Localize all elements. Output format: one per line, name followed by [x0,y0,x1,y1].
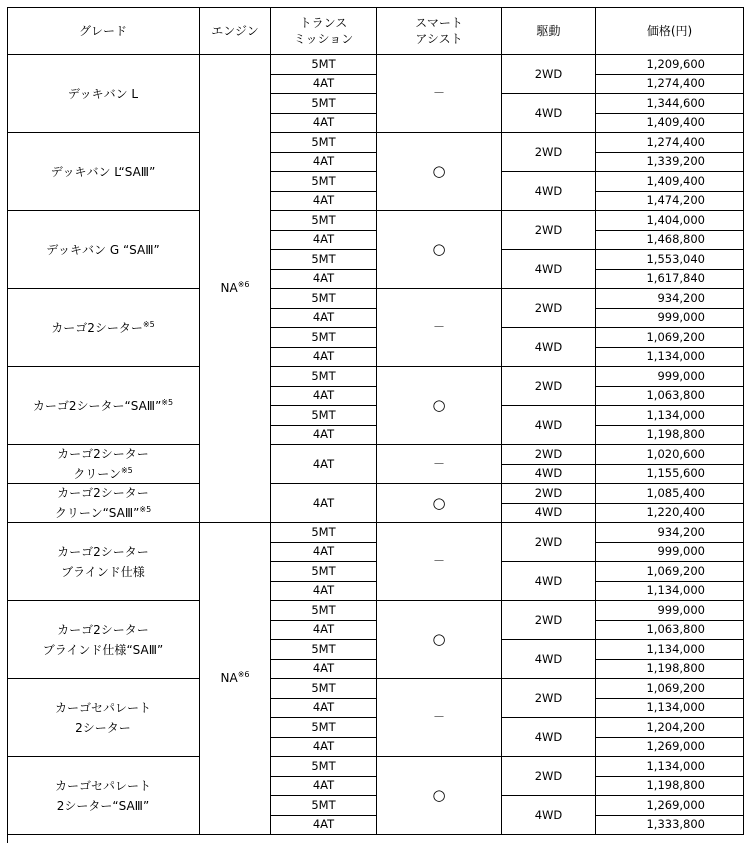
footnote-mark: ※5 [120,466,133,475]
price-cell [596,289,744,309]
transmission-cell [271,718,377,738]
transmission-cell [271,348,377,368]
drive-cell [502,250,596,289]
transmission-value: 4AT [312,583,335,598]
transmission-value: 4AT [312,349,335,364]
price-cell [596,426,744,446]
smart-assist-value: － [432,710,445,724]
price-table [7,7,744,843]
header-transmission-line: ミッション [293,31,354,46]
drive-value: 4WD [534,105,563,120]
price-value: 1,198,800 [646,778,705,793]
price-value: 1,404,000 [646,212,705,227]
transmission-cell [271,406,377,426]
drive-cell [502,406,596,445]
grade-cell [7,601,200,679]
price-cell [596,738,744,758]
transmission-cell [271,484,377,523]
header-smart-assist-line: スマート [415,15,463,30]
price-cell [596,445,744,465]
price-value: 1,085,400 [646,485,705,500]
price-cell [596,75,744,95]
drive-value: 2WD [534,222,563,237]
transmission-value: 4AT [312,427,335,442]
price-cell [596,114,744,134]
drive-cell [502,133,596,172]
transmission-value: 4AT [312,76,335,91]
price-value: 999,000 [657,310,705,325]
header-engine-text: エンジン [211,23,259,38]
transmission-value: 5MT [311,602,336,617]
transmission-value: 4AT [312,778,335,793]
transmission-value: 5MT [311,407,336,422]
price-cell [596,523,744,543]
drive-cell [502,562,596,601]
transmission-cell [271,640,377,660]
price-value: 1,063,800 [646,388,705,403]
price-cell [596,55,744,75]
price-value: 1,553,040 [646,251,705,266]
transmission-cell [271,114,377,134]
grade-cell [7,133,200,211]
price-cell [596,621,744,641]
grade-name: デッキバン L [67,86,139,101]
grade-cell [7,55,200,133]
drive-value: 2WD [534,66,563,81]
transmission-value: 5MT [311,134,336,149]
smart-assist-value: ○ [432,162,446,180]
price-cell [596,270,744,290]
engine-cell [200,55,271,523]
transmission-value: 5MT [311,251,336,266]
footnote-mark: ※5 [139,505,152,514]
smart-assist-cell [377,601,502,679]
footnote-mark: ※6 [237,670,250,679]
drive-value: 2WD [534,485,563,500]
grade-cell [7,367,200,445]
transmission-cell [271,172,377,192]
footnote-mark: ※5 [161,397,174,407]
header-transmission [271,7,377,55]
transmission-cell [271,270,377,290]
price-cell [596,250,744,270]
price-cell [596,387,744,407]
transmission-value: 4AT [312,193,335,208]
drive-cell [502,289,596,328]
price-cell [596,328,744,348]
price-cell [596,640,744,660]
transmission-cell [271,250,377,270]
price-cell [596,718,744,738]
price-cell [596,348,744,368]
grade-name: カーゴ2シーター“SAⅢ” [32,398,162,413]
transmission-value: 4AT [312,456,335,471]
drive-value: 2WD [534,378,563,393]
price-value: 1,134,000 [646,641,705,656]
grade-name: デッキバン L“SAⅢ” [50,164,156,179]
grade-name: クリーン [73,467,121,481]
transmission-cell [271,426,377,446]
transmission-value: 4AT [312,271,335,286]
price-value: 1,155,600 [646,466,705,481]
transmission-value: 5MT [311,563,336,578]
grade-line [51,318,154,338]
drive-value: 2WD [534,300,563,315]
price-value: 934,200 [657,524,705,539]
price-value: 1,339,200 [646,154,705,169]
price-cell [596,367,744,387]
transmission-cell [271,328,377,348]
price-cell [596,582,744,602]
price-value: 1,269,000 [646,797,705,812]
price-cell [596,192,744,212]
price-value: 1,134,000 [646,583,705,598]
price-value: 1,409,400 [646,115,705,130]
transmission-value: 5MT [311,212,336,227]
transmission-value: 4AT [312,154,335,169]
transmission-cell [271,816,377,836]
price-cell [596,562,744,582]
price-value: 999,000 [657,544,705,559]
engine-type: NA [220,671,238,685]
drive-cell [502,757,596,796]
smart-assist-cell [377,679,502,757]
price-value: 1,204,200 [646,719,705,734]
grade-line [33,396,173,416]
transmission-cell [271,231,377,251]
smart-assist-cell [377,55,502,133]
price-value: 1,020,600 [646,446,705,461]
transmission-value: 4AT [312,495,335,510]
price-value: 1,269,000 [646,739,705,754]
transmission-value: 4AT [312,388,335,403]
price-value: 1,198,800 [646,427,705,442]
header-smart-assist-line: アシスト [415,31,463,46]
transmission-value: 4AT [312,700,335,715]
smart-assist-value: ○ [432,240,446,258]
price-value: 1,069,200 [646,680,705,695]
price-value: 1,198,800 [646,661,705,676]
transmission-cell [271,211,377,231]
drive-cell [502,640,596,679]
price-value: 1,134,000 [646,700,705,715]
drive-cell [502,523,596,562]
transmission-value: 5MT [311,95,336,110]
drive-cell [502,679,596,718]
drive-value: 4WD [534,183,563,198]
engine-cell [200,523,271,835]
transmission-value: 5MT [311,329,336,344]
drive-value: 2WD [534,144,563,159]
grade-line [57,464,149,484]
grade-name: クリーン“SAⅢ” [54,506,140,520]
engine-label [221,669,250,688]
transmission-value: 4AT [312,310,335,325]
grade-name: カーゴセパレート [54,700,151,715]
footnote-mark: ※6 [237,280,250,289]
smart-assist-value: ○ [432,493,446,512]
smart-assist-cell [377,523,502,601]
drive-cell [502,328,596,367]
transmission-cell [271,309,377,329]
drive-value: 2WD [534,534,563,549]
header-engine [200,7,271,55]
drive-value: 2WD [534,690,563,705]
price-cell [596,601,744,621]
header-grade [7,7,200,55]
price-value: 1,409,400 [646,173,705,188]
price-value: 1,274,400 [646,134,705,149]
price-value: 1,069,200 [646,329,705,344]
grade-name: カーゴ2シーター [57,447,149,461]
grade-name: 2シーター [75,720,131,735]
transmission-value: 5MT [311,758,336,773]
transmission-value: 4AT [312,661,335,676]
smart-assist-value: － [432,86,445,100]
price-cell [596,406,744,426]
transmission-cell [271,699,377,719]
transmission-value: 5MT [311,719,336,734]
grade-name: カーゴ2シーター [57,622,149,637]
smart-assist-value: ○ [432,786,446,804]
drive-cell [502,796,596,835]
price-value: 1,468,800 [646,232,705,247]
price-value: 999,000 [657,602,705,617]
transmission-cell [271,192,377,212]
price-cell [596,465,744,485]
smart-assist-value: ○ [432,396,446,414]
smart-assist-cell [377,484,502,523]
smart-assist-cell [377,445,502,484]
drive-cell [502,504,596,524]
grade-cell [7,757,200,835]
transmission-value: 5MT [311,641,336,656]
transmission-cell [271,738,377,758]
footnote-mark: ※5 [142,319,155,329]
price-value: 1,134,000 [646,758,705,773]
price-cell [596,660,744,680]
price-value: 1,344,600 [646,95,705,110]
transmission-value: 4AT [312,232,335,247]
price-value: 1,063,800 [646,622,705,637]
transmission-value: 4AT [312,544,335,559]
price-cell [596,504,744,524]
price-value: 1,274,400 [646,76,705,91]
drive-cell [502,484,596,504]
price-cell [596,309,744,329]
drive-value: 4WD [534,261,563,276]
grade-name: カーゴ2シーター [57,544,149,559]
price-cell [596,679,744,699]
grade-cell [7,523,200,601]
transmission-cell [271,289,377,309]
drive-cell [502,211,596,250]
drive-cell [502,445,596,465]
smart-assist-value: － [432,456,445,471]
transmission-value: 5MT [311,56,336,71]
grade-name: ブラインド仕様 [61,564,145,579]
grade-line [55,503,151,523]
grade-cell [7,211,200,289]
header-smart-assist [377,7,502,55]
price-cell [596,172,744,192]
price-cell [596,133,744,153]
price-cell [596,211,744,231]
grade-name: ブラインド仕様“SAⅢ” [42,642,164,657]
grade-cell [7,445,200,484]
drive-cell [502,718,596,757]
drive-value: 4WD [534,339,563,354]
price-value: 1,220,400 [646,505,705,520]
transmission-cell [271,387,377,407]
transmission-cell [271,94,377,114]
drive-value: 4WD [534,807,563,822]
drive-value: 4WD [534,505,563,520]
price-cell [596,777,744,797]
price-cell [596,153,744,173]
engine-type: NA [220,281,238,295]
smart-assist-cell [377,289,502,367]
grade-name: カーゴ2シーター [51,320,143,335]
price-value: 934,200 [657,290,705,305]
price-value: 999,000 [657,368,705,383]
grade-cell [7,289,200,367]
transmission-cell [271,796,377,816]
header-transmission-line: トランス [299,15,348,30]
transmission-value: 5MT [311,524,336,539]
drive-cell [502,465,596,485]
price-value: 1,134,000 [646,349,705,364]
transmission-cell [271,679,377,699]
price-value: 1,333,800 [646,817,705,832]
transmission-cell [271,367,377,387]
smart-assist-value: ○ [432,630,446,648]
transmission-cell [271,133,377,153]
price-value: 1,209,600 [646,56,705,71]
transmission-cell [271,757,377,777]
smart-assist-cell [377,133,502,211]
grade-name: カーゴセパレート [54,778,151,793]
transmission-cell [271,55,377,75]
transmission-value: 5MT [311,368,336,383]
price-cell [596,231,744,251]
drive-cell [502,172,596,211]
transmission-cell [271,660,377,680]
smart-assist-value: － [432,320,445,334]
transmission-cell [271,777,377,797]
grade-name: カーゴ2シーター [57,486,149,500]
price-cell [596,94,744,114]
smart-assist-cell [377,757,502,835]
transmission-value: 4AT [312,622,335,637]
header-price [596,7,744,55]
drive-cell [502,55,596,94]
transmission-value: 5MT [311,797,336,812]
transmission-cell [271,543,377,563]
transmission-value: 4AT [312,739,335,754]
drive-cell [502,367,596,406]
grade-cell [7,679,200,757]
price-cell [596,816,744,836]
header-grade-text: グレード [78,23,127,38]
smart-assist-cell [377,367,502,445]
transmission-value: 4AT [312,115,335,130]
transmission-cell [271,621,377,641]
drive-cell [502,94,596,133]
smart-assist-cell [377,211,502,289]
transmission-cell [271,153,377,173]
header-drive [502,7,596,55]
transmission-value: 5MT [311,173,336,188]
price-value: 1,069,200 [646,563,705,578]
price-cell [596,484,744,504]
transmission-cell [271,601,377,621]
transmission-cell [271,445,377,484]
drive-cell [502,601,596,640]
price-value: 1,134,000 [646,407,705,422]
transmission-cell [271,523,377,543]
transmission-cell [271,562,377,582]
transmission-cell [271,75,377,95]
header-price-text: 価格(円) [646,23,693,38]
price-cell [596,699,744,719]
drive-value: 4WD [534,417,563,432]
price-cell [596,757,744,777]
drive-value: 2WD [534,446,563,461]
header-drive-text: 駆動 [536,23,561,38]
grade-name: 2シーター“SAⅢ” [56,798,150,813]
transmission-value: 5MT [311,680,336,695]
drive-value: 2WD [534,612,563,627]
drive-value: 4WD [534,466,563,481]
price-cell [596,543,744,563]
transmission-value: 4AT [312,817,335,832]
transmission-value: 5MT [311,290,336,305]
price-value: 1,474,200 [646,193,705,208]
smart-assist-value: － [432,554,445,568]
price-cell [596,796,744,816]
grade-name: デッキバン G “SAⅢ” [46,242,160,257]
price-value: 1,617,840 [646,271,705,286]
drive-value: 4WD [534,651,563,666]
grade-cell [7,484,200,523]
drive-value: 2WD [534,768,563,783]
engine-label [221,279,250,298]
transmission-cell [271,582,377,602]
drive-value: 4WD [534,573,563,588]
drive-value: 4WD [534,729,563,744]
